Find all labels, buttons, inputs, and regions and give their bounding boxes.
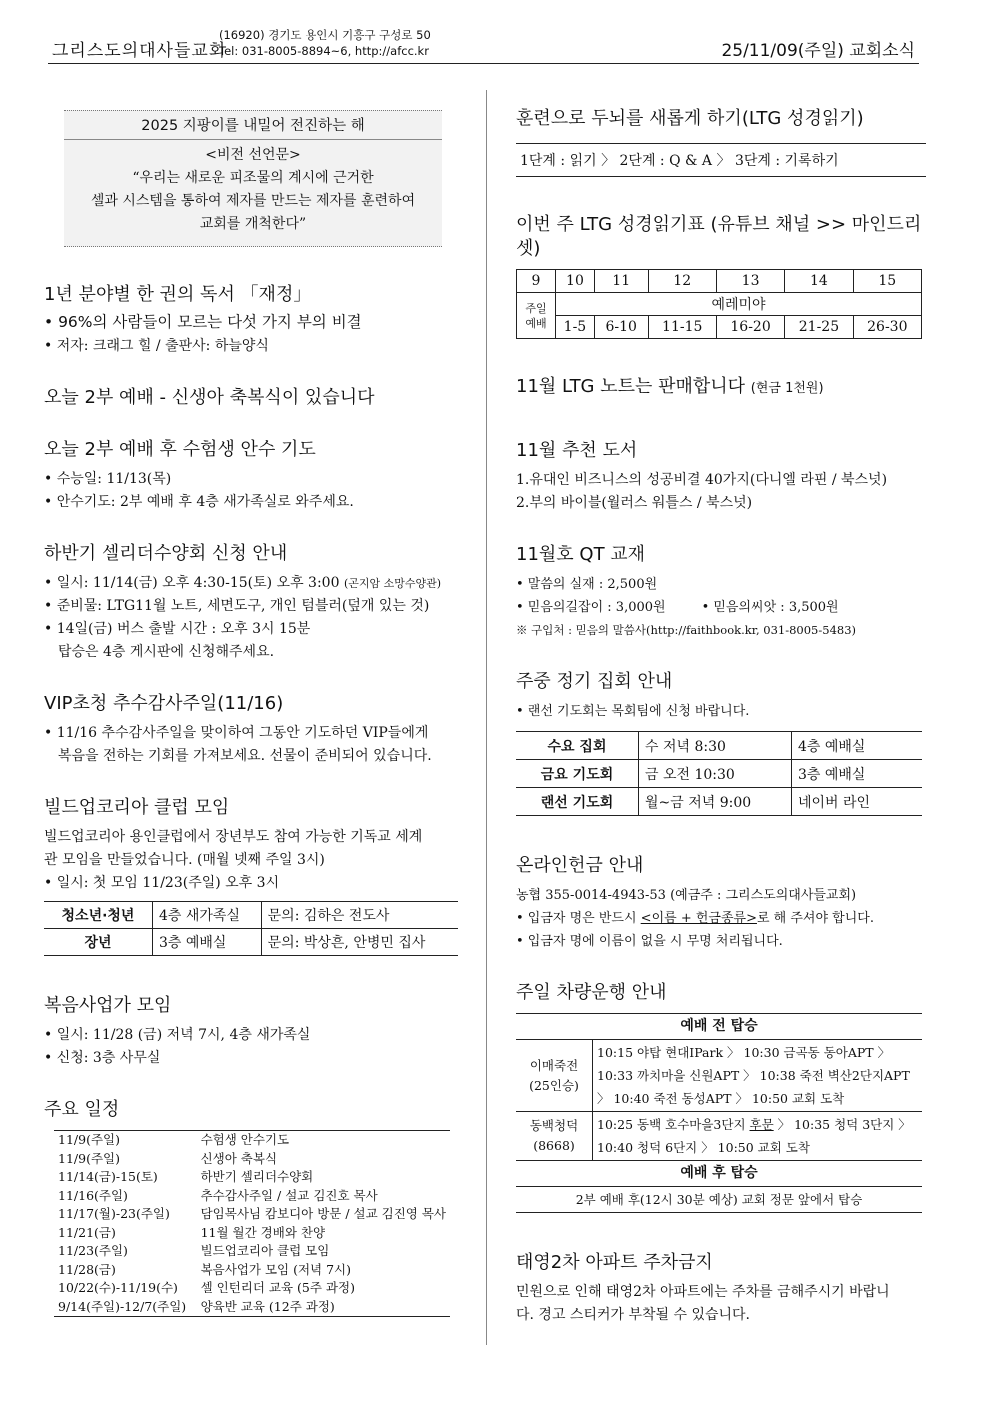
meetings-table — [516, 731, 922, 816]
baby-title: 오늘 2부 예배 - 신생아 축복식이 있습니다 — [44, 387, 375, 408]
bus-before-header: 예배 전 탑승 — [516, 1014, 922, 1040]
route-name: 동백청덕 (8668) — [516, 1112, 593, 1161]
meeting-place: 4층 예배실 — [792, 732, 923, 760]
offering-title: 온라인헌금 안내 — [516, 855, 644, 876]
meetings-section — [516, 670, 926, 816]
vision-line: 셀과 시스템을 통하여 제자를 만드는 제자를 훈련하여 — [90, 193, 416, 209]
vision-title: 2025 지팡이를 내밀어 전진하는 해 — [64, 115, 442, 140]
table-row — [516, 1040, 922, 1112]
schedule-event: 복음사업가 모임 (저녁 7시) — [200, 1261, 351, 1277]
schedule-date: 11/14(금)-15(토) — [58, 1169, 158, 1184]
schedule-date: 11/23(주일) — [58, 1243, 128, 1258]
buildup-text: 빌드업코리아 용인클럽에서 장년부도 참여 가능한 기독교 세계 — [44, 829, 423, 845]
table-row — [517, 293, 922, 316]
ltg-train-title: 훈련으로 두뇌를 새롭게 하기(LTG 성경읽기) — [516, 108, 864, 129]
table-row — [517, 270, 922, 293]
retreat-bus-note: 탑승은 4층 게시판에 신청해주세요. — [58, 644, 275, 660]
table-row — [516, 760, 922, 788]
schedule-date: 11/21(금) — [58, 1224, 116, 1240]
table-row — [54, 1224, 450, 1243]
schedule-event: 양육반 교육 (12주 과정) — [200, 1298, 335, 1314]
meeting-place: 3층 예배실 — [792, 760, 923, 788]
buildup-title: 빌드업코리아 클럽 모임 — [44, 797, 230, 818]
table-row — [54, 1168, 450, 1187]
qt-item-row — [516, 596, 926, 619]
table-row — [54, 1279, 450, 1298]
book-item: 2.부의 바이블(월러스 워틀스 / 북스넛) — [516, 495, 753, 511]
chapter-cell: 16-20 — [716, 316, 784, 339]
schedule-event: 담임목사님 캄보디아 방문 / 설교 김진영 목사 — [200, 1206, 446, 1221]
schedule-event: 수험생 안수기도 — [200, 1132, 290, 1147]
retreat-section — [44, 542, 462, 664]
chapter-cell: 11-15 — [648, 316, 716, 339]
month-cell: 9 — [517, 270, 556, 293]
route-line: 10:33 까치마을 신원APT 〉 10:38 죽전 벽산2단지APT — [597, 1068, 910, 1083]
exam-section — [44, 438, 462, 514]
exam-item: • 수능일: 11/13(목) — [44, 471, 172, 487]
route-name: 이매죽전 (25인승) — [516, 1040, 593, 1112]
day-cell: 11 — [594, 270, 648, 293]
right-column — [516, 95, 926, 1327]
gospel-biz-item: • 일시: 11/28 (금) 저녁 7시, 4층 새가족실 — [44, 1027, 311, 1043]
day-cell: 13 — [716, 270, 784, 293]
retreat-title: 하반기 셀리더수양회 신청 안내 — [44, 543, 288, 564]
schedule-event: 셀 인턴리더 교육 (5주 과정) — [200, 1280, 355, 1295]
exam-item: • 안수기도: 2부 예배 후 4층 새가족실로 와주세요. — [44, 494, 354, 510]
reading-book: • 96%의 사람들이 모르는 다섯 가지 부의 비결 — [44, 313, 362, 331]
parking-text: 민원으로 인해 태영2차 아파트에는 주차를 금해주시기 바랍니 — [516, 1284, 890, 1300]
vip-title: VIP초청 추수감사주일(11/16) — [44, 693, 284, 714]
books-section — [516, 439, 926, 515]
offering-account: 농협 355-0014-4943-53 (예금주 : 그리스도의대사들교회) — [516, 888, 857, 903]
buildup-text: 관 모임을 만들었습니다. (매월 넷째 주일 3시) — [44, 852, 325, 868]
schedule-table — [54, 1130, 450, 1317]
meeting-time: 월~금 저녁 9:00 — [639, 788, 792, 816]
table-row — [54, 1187, 450, 1206]
ltg-steps: 1단계 : 읽기 〉 2단계 : Q & A 〉 3단계 : 기록하기 — [516, 143, 926, 177]
ltg-table-title: 이번 주 LTG 성경읽기표 (유튜브 채널 >> 마인드리셋) — [516, 214, 922, 259]
parking-section — [516, 1251, 926, 1327]
qt-item: • 믿음의길잡이 : 3,000원 — [516, 600, 666, 615]
contact-line: Tel: 031-8005-8894~6, http://afcc.kr — [219, 44, 429, 58]
bus-after-header: 예배 후 탑승 — [516, 1161, 922, 1187]
vision-line: “우리는 새로운 피조물의 계시에 근거한 — [132, 170, 374, 186]
table-row — [517, 316, 922, 339]
gospel-biz-section — [44, 994, 462, 1070]
retreat-prep: • 준비물: LTG11월 노트, 세면도구, 개인 텀블러(덮개 있는 것) — [44, 598, 430, 614]
meetings-note: • 랜선 기도회는 목회팀에 신청 바랍니다. — [516, 704, 750, 719]
table-row — [54, 1150, 450, 1169]
meeting-name: 수요 집회 — [516, 732, 639, 760]
chapter-cell: 1-5 — [556, 316, 595, 339]
route-line — [597, 1113, 918, 1136]
parking-text: 다. 경고 스티커가 부착될 수 있습니다. — [516, 1307, 751, 1323]
contact-cell: 문의: 김하은 전도사 — [261, 902, 458, 929]
schedule-date: 9/14(주일)-12/7(주일) — [58, 1298, 187, 1314]
schedule-event: 하반기 셀리더수양회 — [200, 1169, 314, 1184]
route-line: 10:15 야탑 현대IPark 〉 10:30 금곡동 동아APT 〉 — [597, 1045, 891, 1060]
schedule-date: 11/17(월)-23(주일) — [58, 1206, 170, 1221]
day-cell: 10 — [556, 270, 595, 293]
book-item: 1.유대인 비즈니스의 성공비결 40가지(다니엘 라핀 / 북스넛) — [516, 472, 888, 488]
retreat-place: (곤지암 소망수양관) — [343, 577, 442, 590]
offering-section — [516, 854, 926, 953]
route-part: 후문 — [749, 1117, 774, 1132]
table-row — [54, 1131, 450, 1150]
retreat-date — [44, 572, 462, 595]
reading-section — [44, 283, 462, 358]
offering-rule-b: 로 해 주셔야 합니다. — [756, 911, 874, 926]
church-address — [219, 27, 431, 59]
vip-text: • 11/16 추수감사주일을 맞이하여 그동안 기도하던 VIP들에게 — [44, 725, 429, 741]
buildup-section — [44, 796, 462, 956]
bus-title: 주일 차량운행 안내 — [516, 982, 667, 1003]
route-line: 10:40 청덕 6단지 〉 10:50 교회 도착 — [597, 1140, 810, 1155]
qt-item: • 말씀의 실재 : 2,500원 — [516, 577, 658, 592]
schedule-date: 11/9(주일) — [58, 1132, 120, 1147]
meetings-title: 주중 정기 집회 안내 — [516, 671, 673, 692]
retreat-date-main: • 일시: 11/14(금) 오후 4:30-15(토) 오후 3:00 — [44, 575, 344, 591]
bus-after-text: 2부 예배 후(12시 30분 예상) 교회 정문 앞에서 탑승 — [516, 1187, 922, 1213]
ltg-note-title — [516, 375, 926, 401]
buildup-date: • 일시: 첫 모임 11/23(주일) 오후 3시 — [44, 875, 280, 891]
table-row — [44, 902, 458, 929]
book-cell: 예레미야 — [556, 293, 922, 316]
bus-table — [516, 1013, 922, 1213]
left-column — [44, 95, 462, 1317]
ltg-train-section — [516, 107, 926, 177]
qt-item: • 믿음의씨앗 : 3,500원 — [701, 600, 839, 615]
schedule-date: 11/28(금) — [58, 1261, 116, 1277]
schedule-section — [44, 1098, 462, 1317]
table-row — [516, 1161, 922, 1187]
day-cell: 12 — [648, 270, 716, 293]
gospel-biz-item: • 신청: 3층 사무실 — [44, 1050, 161, 1066]
group-cell: 장년 — [44, 929, 153, 956]
table-row — [516, 1187, 922, 1213]
address-line: (16920) 경기도 용인시 기흥구 구성로 50 — [219, 28, 431, 42]
table-row — [516, 788, 922, 816]
reading-author: • 저자: 크래그 힐 / 출판사: 하늘양식 — [44, 338, 269, 354]
table-row — [54, 1242, 450, 1261]
books-title: 11월 추천 도서 — [516, 440, 638, 461]
offering-rule-key: <이름 + 헌금종류> — [640, 911, 757, 926]
route-part: 〉 10:35 청덕 3단지 〉 — [773, 1117, 911, 1132]
day-cell: 14 — [785, 270, 853, 293]
ltg-table-section — [516, 213, 926, 339]
offering-rule — [516, 907, 926, 930]
route-line: 〉 10:40 죽전 동성APT 〉 10:50 교회 도착 — [597, 1091, 845, 1106]
ltg-reading-table — [516, 269, 922, 339]
vision-subtitle: <비전 선언문> — [205, 147, 301, 163]
route-stops — [593, 1112, 923, 1161]
retreat-bus: • 14일(금) 버스 출발 시간 : 오후 3시 15분 — [44, 621, 311, 637]
chapter-cell: 26-30 — [853, 316, 921, 339]
qt-section — [516, 543, 926, 642]
gospel-biz-title: 복음사업가 모임 — [44, 995, 172, 1016]
schedule-date: 11/16(주일) — [58, 1187, 128, 1203]
chapter-cell: 21-25 — [785, 316, 853, 339]
schedule-event: 11월 월간 경배와 찬양 — [200, 1224, 326, 1240]
meeting-place: 네이버 라인 — [792, 788, 923, 816]
route-stops — [593, 1040, 923, 1112]
exam-title: 오늘 2부 예배 후 수험생 안수 기도 — [44, 439, 316, 460]
meeting-time: 금 오전 10:30 — [639, 760, 792, 788]
bus-section — [516, 981, 926, 1213]
parking-title: 태영2차 아파트 주차금지 — [516, 1252, 713, 1273]
table-row — [516, 1014, 922, 1040]
schedule-date: 10/22(수)-11/19(수) — [58, 1280, 178, 1295]
ltg-note-price: (현금 1천원) — [750, 381, 824, 396]
place-cell: 3층 예배실 — [153, 929, 262, 956]
vision-box — [64, 110, 442, 247]
schedule-event: 신생아 축복식 — [200, 1150, 278, 1166]
baby-section — [44, 386, 462, 410]
header-divider — [48, 63, 919, 64]
table-row — [516, 732, 922, 760]
vip-text: 복음을 전하는 기회를 가져보세요. 선물이 준비되어 있습니다. — [58, 748, 432, 764]
qt-title: 11월호 QT 교재 — [516, 544, 646, 565]
table-row — [516, 1112, 922, 1161]
route-part: 10:25 동백 호수마을3단지 — [597, 1117, 750, 1132]
ltg-note-text: 11월 LTG 노트는 판매합니다 — [516, 376, 751, 397]
reading-title: 1년 분야별 한 권의 독서 「재정」 — [44, 284, 312, 305]
ltg-note-section — [516, 375, 926, 401]
sunday-label: 주일 예배 — [517, 293, 556, 339]
group-cell: 청소년·청년 — [44, 902, 153, 929]
offering-rule-a: • 입금자 명은 반드시 — [516, 911, 641, 926]
offering-rule: • 입금자 명에 이름이 없을 시 무명 처리됩니다. — [516, 934, 783, 949]
table-row — [54, 1298, 450, 1317]
meeting-time: 수 저녁 8:30 — [639, 732, 792, 760]
column-divider — [486, 90, 487, 1345]
chapter-cell: 6-10 — [594, 316, 648, 339]
table-row — [44, 929, 458, 956]
contact-cell: 문의: 박상흔, 안병민 집사 — [261, 929, 458, 956]
schedule-date: 11/9(주일) — [58, 1150, 120, 1166]
vip-section — [44, 692, 462, 768]
table-row — [54, 1261, 450, 1280]
schedule-event: 빌드업코리아 클럽 모임 — [200, 1243, 330, 1258]
meeting-name: 랜선 기도회 — [516, 788, 639, 816]
buildup-table — [44, 901, 458, 956]
vision-line: 교회를 개척한다” — [199, 216, 307, 232]
meeting-name: 금요 기도회 — [516, 760, 639, 788]
schedule-event: 추수감사주일 / 설교 김진호 목사 — [200, 1187, 378, 1203]
bulletin-date: 25/11/09(주일) 교회소식 — [721, 41, 915, 61]
schedule-title: 주요 일정 — [44, 1099, 120, 1120]
qt-note: ※ 구입처 : 믿음의 말씀사(http://faithbook.kr, 031-8005-5483) — [516, 623, 857, 637]
day-cell: 15 — [853, 270, 921, 293]
place-cell: 4층 새가족실 — [153, 902, 262, 929]
church-name: 그리스도의대사들교회 — [52, 41, 227, 61]
table-row — [54, 1205, 450, 1224]
